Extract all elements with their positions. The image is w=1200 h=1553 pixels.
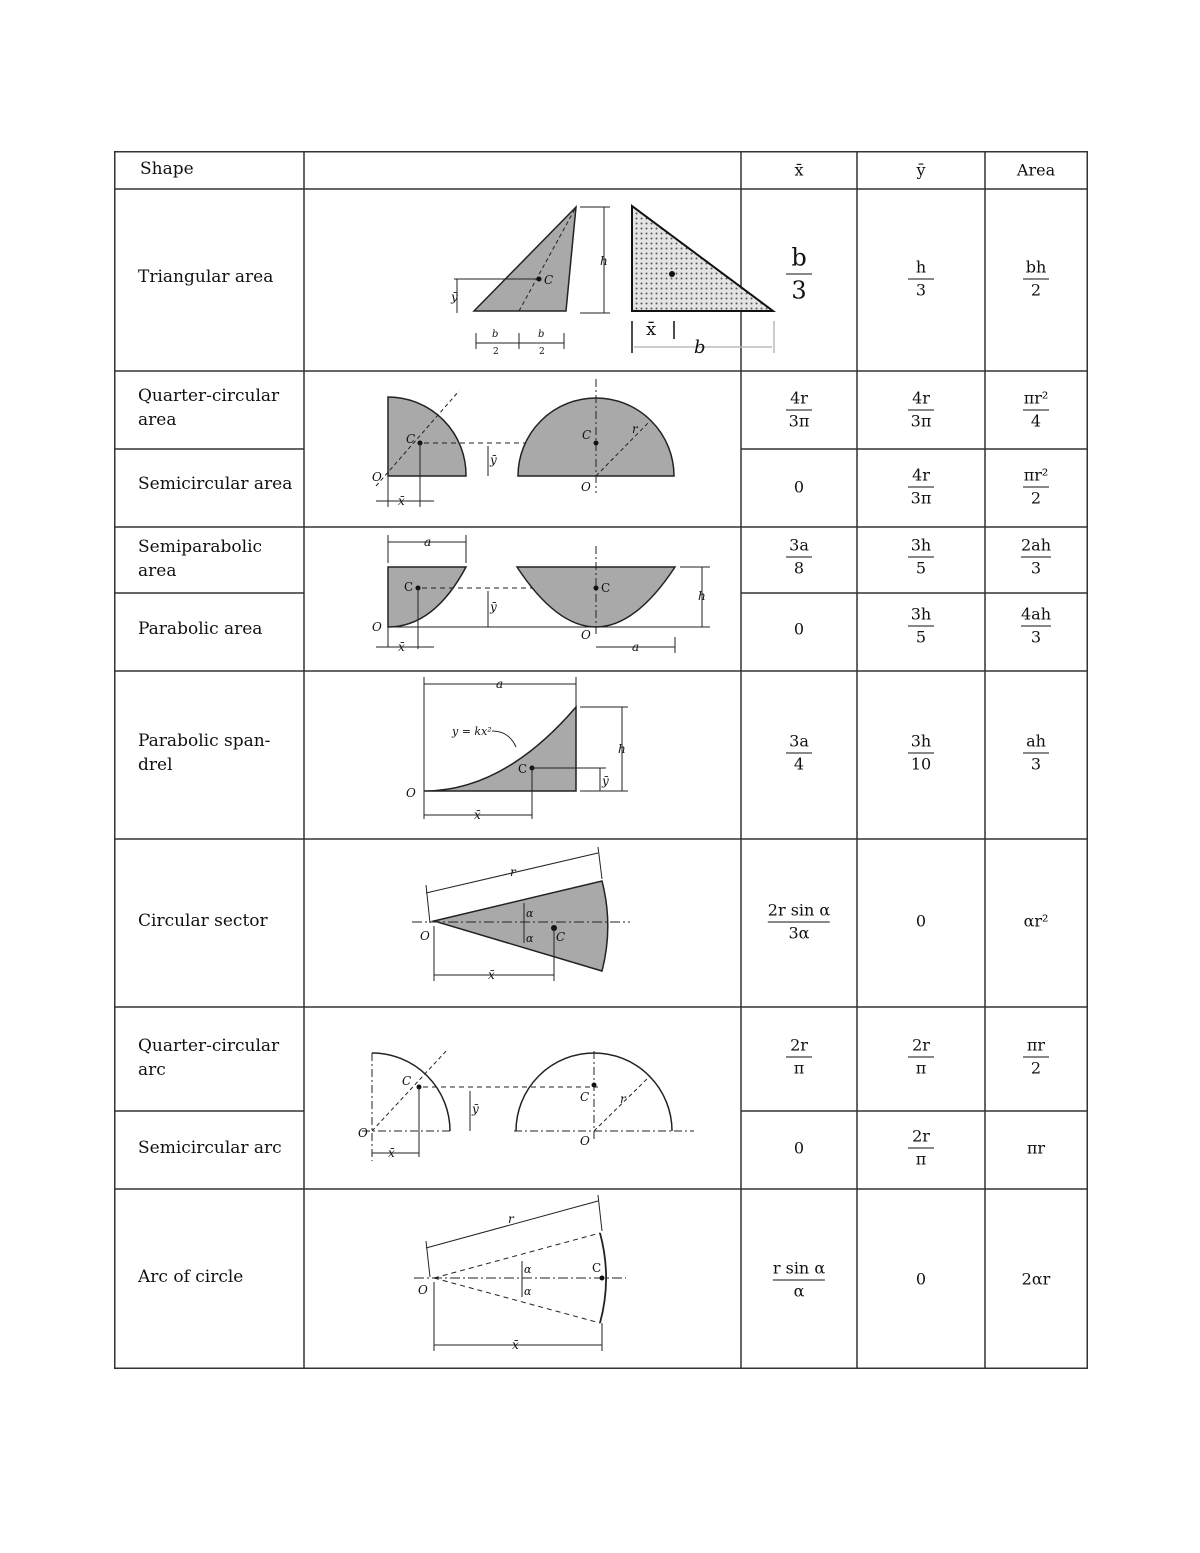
centroid-label: C bbox=[518, 762, 528, 776]
origin-label: O bbox=[406, 786, 416, 800]
xbar-formula: 2r π bbox=[786, 1036, 812, 1079]
triangle-figure bbox=[450, 207, 610, 357]
figures bbox=[114, 151, 1088, 1369]
base-label: b bbox=[694, 337, 706, 358]
radius-label: r bbox=[510, 865, 516, 879]
origin-label: O bbox=[581, 628, 591, 642]
header-shape: Shape bbox=[140, 159, 194, 179]
centroid-label: C bbox=[601, 581, 611, 595]
radius-label: r bbox=[620, 1092, 626, 1106]
centroid-table bbox=[114, 151, 1088, 1369]
shape-name: Quarter-circular arc bbox=[138, 1036, 280, 1080]
shape-name: Semicircular arc bbox=[138, 1138, 282, 1158]
xbar-label: x̄ bbox=[398, 640, 405, 654]
spandrel-figure bbox=[406, 677, 628, 822]
height-label: h bbox=[618, 742, 626, 756]
origin-label: O bbox=[420, 929, 430, 943]
centroid-label: C bbox=[556, 930, 566, 944]
header-xbar: x̄ bbox=[794, 160, 804, 180]
shape-name: Triangular area bbox=[138, 267, 274, 287]
xbar-label: x̄ bbox=[512, 1338, 519, 1352]
xbar-formula: 3a 4 bbox=[786, 732, 812, 775]
xbar-formula: b 3 bbox=[786, 243, 812, 306]
ybar-formula: 2r π bbox=[908, 1036, 934, 1079]
area-formula: αr² bbox=[1023, 911, 1049, 931]
ybar-label: ȳ bbox=[602, 774, 609, 788]
height-label: h bbox=[600, 254, 608, 268]
ybar-formula: 3h 10 bbox=[908, 732, 934, 775]
alpha-label: α bbox=[526, 932, 534, 945]
xbar-label: x̄ bbox=[488, 968, 495, 982]
xbar-label: x̄ bbox=[646, 319, 657, 340]
xbar-label: x̄ bbox=[398, 494, 405, 508]
header-area: Area bbox=[1016, 160, 1056, 180]
ybar-formula: 0 bbox=[915, 1269, 927, 1289]
width-label: a bbox=[424, 535, 432, 549]
shape-name: Arc of circle bbox=[138, 1267, 244, 1287]
centroid-label: C bbox=[592, 1261, 602, 1275]
area-formula: πr bbox=[1026, 1138, 1046, 1158]
origin-label: O bbox=[581, 480, 591, 494]
header-ybar: ȳ bbox=[916, 160, 926, 180]
right-triangle-figure bbox=[632, 206, 774, 358]
ybar-label: ȳ bbox=[451, 290, 458, 304]
width-label: a bbox=[632, 640, 640, 654]
centroid-label: C bbox=[580, 1090, 590, 1104]
xbar-formula: 3a 8 bbox=[786, 536, 812, 579]
xbar-formula: 4r 3π bbox=[786, 389, 812, 432]
ybar-label: ȳ bbox=[472, 1102, 479, 1116]
width-label: a bbox=[496, 677, 504, 691]
shape-name: Quarter-circular area bbox=[138, 386, 280, 430]
area-formula: ah 3 bbox=[1023, 732, 1049, 775]
shape-name: Circular sector bbox=[138, 911, 268, 931]
area-formula: πr² 4 bbox=[1023, 388, 1049, 431]
area-formula: 2ah 3 bbox=[1020, 535, 1052, 578]
origin-label: O bbox=[418, 1283, 428, 1297]
area-formula: πr 2 bbox=[1023, 1036, 1049, 1079]
two-label: 2 bbox=[493, 347, 499, 357]
ybar-formula: h 3 bbox=[908, 258, 934, 301]
origin-label: O bbox=[358, 1126, 368, 1140]
height-label: h bbox=[698, 589, 706, 603]
ybar-label: ȳ bbox=[490, 600, 497, 614]
parabola-figure bbox=[517, 546, 710, 654]
ybar-formula: 3h 5 bbox=[908, 536, 934, 579]
area-formula: 2αr bbox=[1021, 1269, 1051, 1289]
area-formula: πr² 2 bbox=[1023, 465, 1049, 508]
b-half-label: b bbox=[492, 329, 499, 340]
centroid-label: C bbox=[544, 273, 554, 287]
ybar-formula: 2r π bbox=[908, 1127, 934, 1170]
shape-name: Semiparabolic area bbox=[138, 537, 263, 581]
xbar-formula: 0 bbox=[793, 477, 805, 497]
shape-name: Semicircular area bbox=[138, 474, 293, 494]
arc-of-circle-figure bbox=[414, 1195, 626, 1352]
ybar-formula: 0 bbox=[915, 911, 927, 931]
sector-figure bbox=[412, 847, 630, 982]
ybar-formula: 3h 5 bbox=[908, 605, 934, 648]
parabola-equation: y = kx² bbox=[452, 725, 492, 738]
centroid-label: C bbox=[582, 428, 592, 442]
quarter-arc-figure bbox=[358, 1049, 598, 1161]
alpha-label: α bbox=[524, 1285, 532, 1298]
ybar-formula: 4r 3π bbox=[908, 466, 934, 509]
two-label: 2 bbox=[539, 347, 545, 357]
ybar-label: ȳ bbox=[490, 453, 497, 467]
area-formula: bh 2 bbox=[1023, 258, 1049, 301]
area-formula: 4ah 3 bbox=[1020, 604, 1052, 647]
xbar-formula: 0 bbox=[793, 1138, 805, 1158]
origin-label: O bbox=[580, 1134, 590, 1148]
semicircle-figure bbox=[518, 379, 674, 494]
centroid-label: C bbox=[406, 432, 416, 446]
alpha-label: α bbox=[526, 907, 534, 920]
xbar-label: x̄ bbox=[388, 1146, 395, 1160]
xbar-formula: r sin α α bbox=[772, 1258, 826, 1301]
semicircle-arc-figure bbox=[514, 1051, 694, 1148]
xbar-formula: 2r sin α 3α bbox=[767, 900, 831, 943]
alpha-label: α bbox=[524, 1263, 532, 1276]
centroid-label: C bbox=[404, 580, 414, 594]
centroid-label: C bbox=[402, 1074, 412, 1088]
origin-label: O bbox=[372, 470, 382, 484]
shape-name: Parabolic span-drel bbox=[138, 731, 271, 775]
shape-name: Parabolic area bbox=[138, 619, 263, 639]
radius-label: r bbox=[508, 1212, 514, 1226]
radius-label: r bbox=[632, 422, 638, 436]
b-half-label: b bbox=[538, 329, 545, 340]
ybar-formula: 4r 3π bbox=[908, 389, 934, 432]
xbar-label: x̄ bbox=[474, 808, 481, 822]
origin-label: O bbox=[372, 620, 382, 634]
xbar-formula: 0 bbox=[793, 619, 805, 639]
